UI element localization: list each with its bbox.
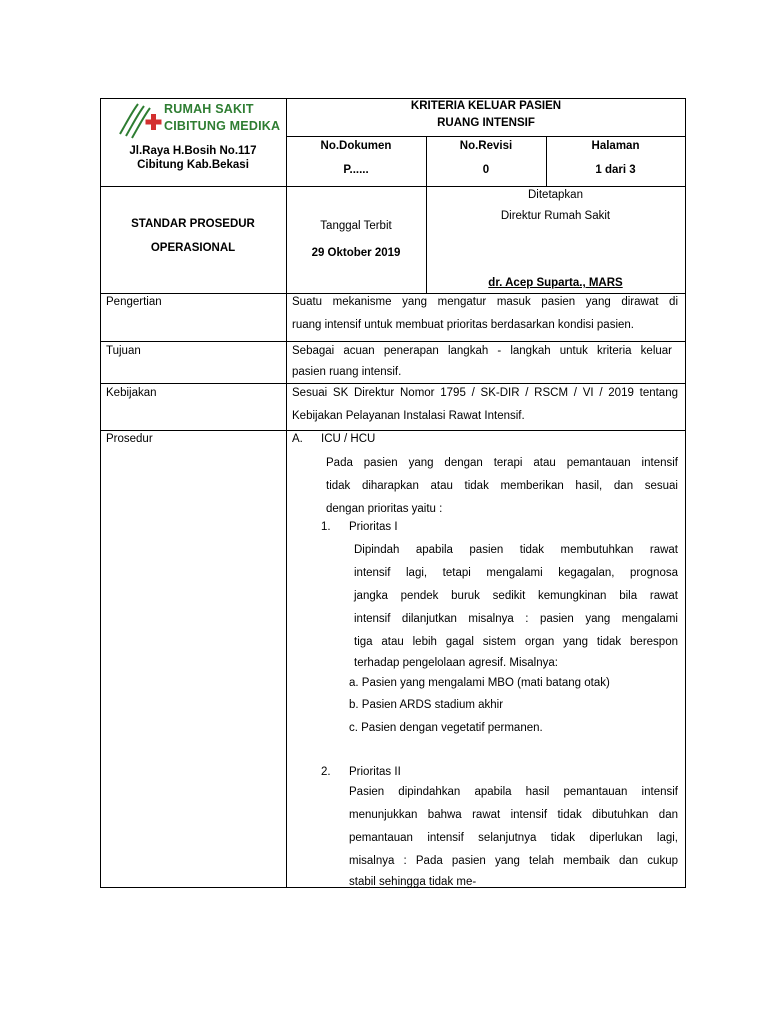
priority-2-line-5: stabil sehingga tidak me- [349, 876, 477, 888]
definition-line-2: ruang intensif untuk membuat prioritas berdasarkan kondisi pasien. [292, 319, 634, 331]
priority-1-item-c: c. Pasien dengan vegetatif permanen. [349, 722, 543, 734]
priority-2-line-4: misalnya : Pada pasien yang telah membaik dan cukup [349, 855, 678, 867]
policy-line-1: Sesuai SK Direktur Nomor 1795 / SK-DIR / RSCM / VI / 2019 tentang [292, 387, 678, 399]
priority-1-line-6: terhadap pengelolaan agresif. Misalnya: [354, 657, 558, 669]
purpose-line-2: pasien ruang intensif. [292, 366, 402, 378]
approval-authority: Direktur Rumah Sakit [500, 210, 611, 222]
signatory-name: dr. Acep Suparta., MARS [488, 277, 623, 289]
revision-value: 0 [482, 164, 490, 176]
issue-date-value: 29 Oktober 2019 [311, 247, 401, 259]
section-a-marker: A. [292, 433, 303, 445]
address-line-1: Jl.Raya H.Bosih No.117 [129, 145, 257, 157]
policy-label: Kebijakan [106, 387, 157, 399]
page-label: Halaman [591, 140, 640, 152]
priority-1-marker: 1. [321, 521, 331, 533]
priority-1-line-3: jangka pendek buruk sedikit kemungkinan bila rawat [354, 590, 678, 602]
section-a-line-1: Pada pasien yang dengan terapi atau pemantauan intensif [326, 457, 678, 469]
doc-number-label: No.Dokumen [320, 140, 392, 152]
approval-label: Ditetapkan [528, 189, 583, 201]
issue-date-label: Tanggal Terbit [320, 220, 392, 232]
section-a-line-3: dengan prioritas yaitu : [326, 503, 443, 515]
priority-1-item-a: a. Pasien yang mengalami MBO (mati batang otak) [349, 677, 610, 689]
priority-2-marker: 2. [321, 766, 331, 778]
priority-1-line-4: intensif dilanjutkan misalnya : pasien yang mengalami [354, 613, 678, 625]
priority-1-line-1: Dipindah apabila pasien tidak membutuhkan rawat [354, 544, 678, 556]
priority-2-title: Prioritas II [349, 766, 401, 778]
definition-line-1: Suatu mekanisme yang mengatur masuk pasien yang dirawat di [292, 296, 678, 308]
priority-1-line-2: intensif lagi, tetapi mengalami kegagalan, prognosa [354, 567, 678, 579]
logo-line-1: RUMAH SAKIT [164, 102, 254, 116]
sop-label-line-1: STANDAR PROSEDUR [131, 218, 255, 230]
definition-label: Pengertian [106, 296, 162, 308]
priority-1-title: Prioritas I [349, 521, 398, 533]
priority-2-line-1: Pasien dipindahkan apabila hasil pemantauan intensif [349, 786, 678, 798]
section-a-line-2: tidak diharapkan atau tidak memberikan hasil, dan sesuai [326, 480, 678, 492]
policy-line-2: Kebijakan Pelayanan Instalasi Rawat Intensif. [292, 410, 525, 422]
priority-1-line-5: tiga atau lebih gagal sistem organ yang tidak berespon [354, 636, 678, 648]
address-line-2: Cibitung Kab.Bekasi [137, 159, 249, 171]
section-a-title: ICU / HCU [321, 433, 376, 445]
hospital-logo [112, 100, 282, 142]
document-title-line-1: KRITERIA KELUAR PASIEN [410, 100, 562, 112]
purpose-line-1: Sebagai acuan penerapan langkah - langkah untuk kriteria keluar [292, 345, 672, 357]
purpose-label: Tujuan [106, 345, 141, 357]
logo-mark-icon [118, 100, 168, 140]
procedure-label: Prosedur [106, 433, 153, 445]
priority-2-line-2: menunjukkan bahwa rawat intensif tidak dibutuhkan dan [349, 809, 678, 821]
logo-line-2: CIBITUNG MEDIKA [164, 119, 281, 133]
priority-1-item-b: b. Pasien ARDS stadium akhir [349, 699, 504, 711]
sop-label-line-2: OPERASIONAL [150, 242, 236, 254]
doc-number-value: P...... [343, 164, 369, 176]
page-value: 1 dari 3 [595, 164, 636, 176]
priority-2-line-3: pemantauan intensif selanjutnya tidak diperlukan lagi, [349, 832, 678, 844]
revision-label: No.Revisi [459, 140, 513, 152]
document-title-line-2: RUANG INTENSIF [437, 117, 535, 129]
